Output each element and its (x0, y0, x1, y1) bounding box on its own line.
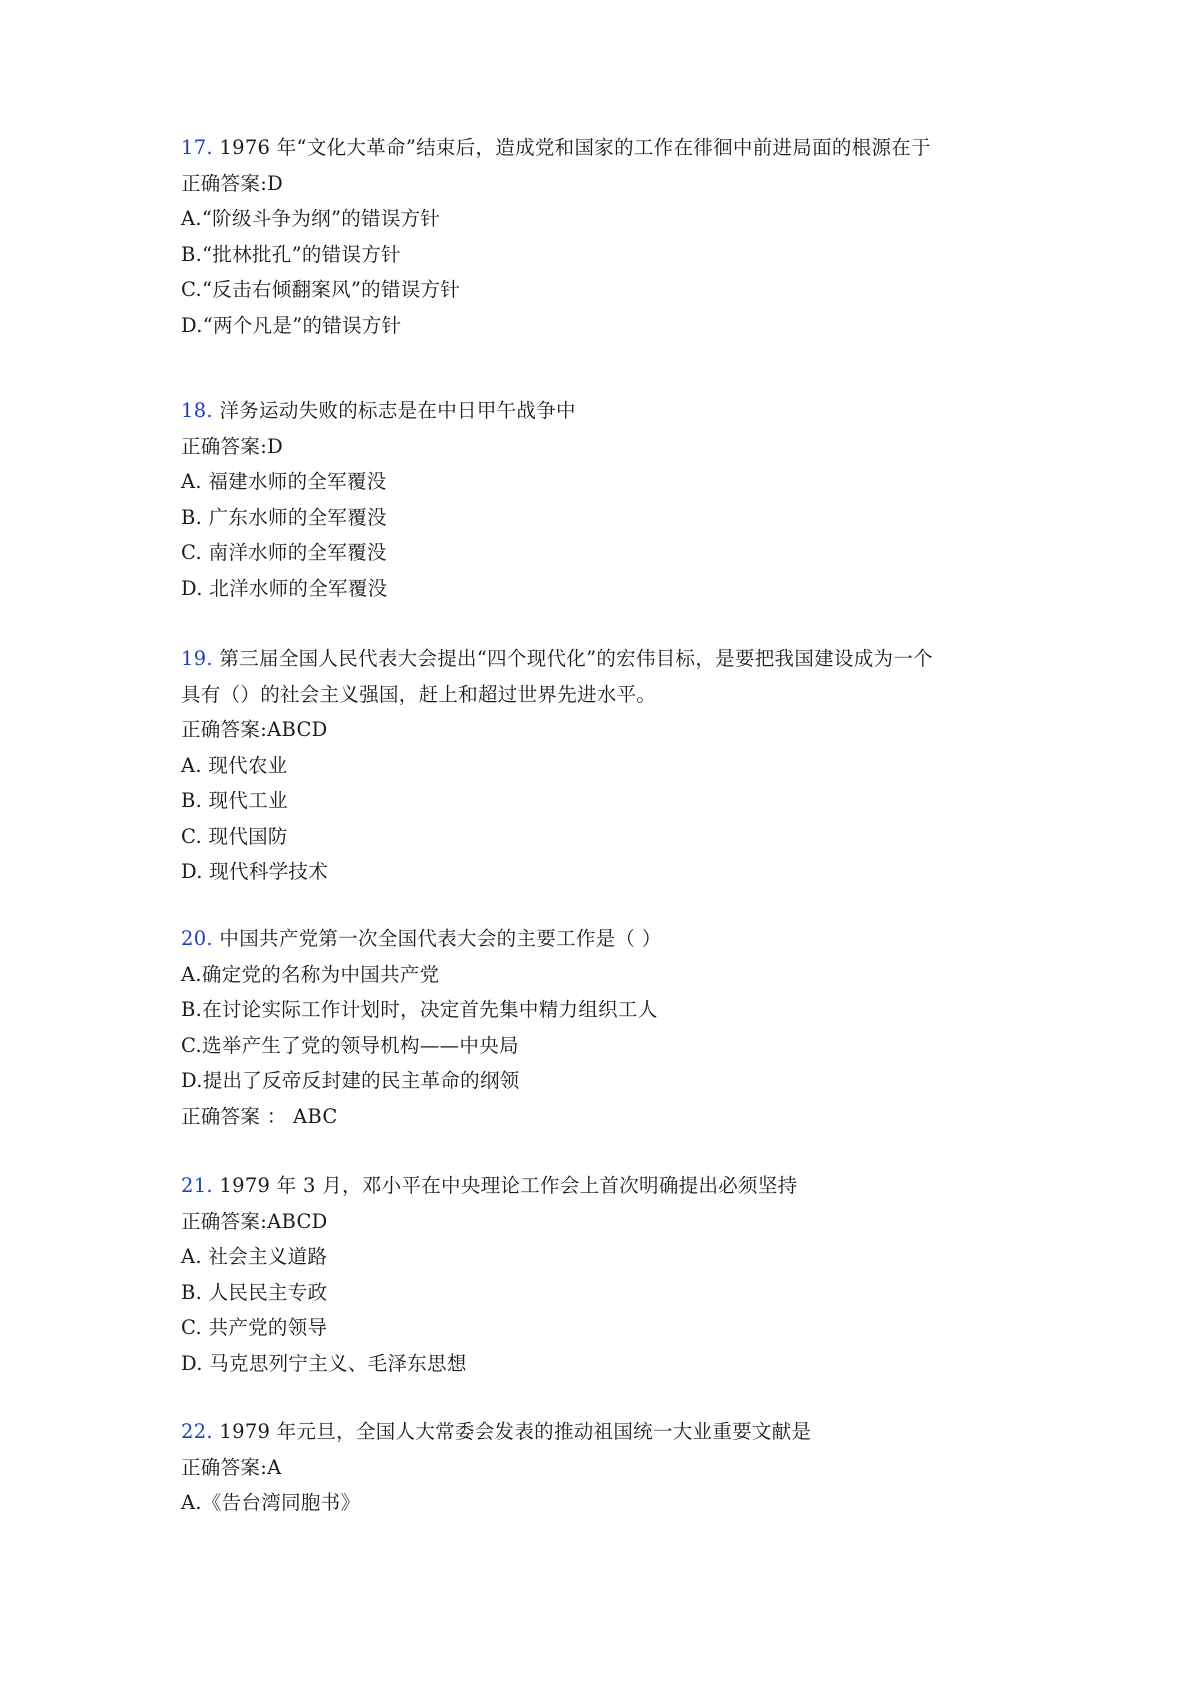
question-text: 1979 年元旦，全国人大常委会发表的推动祖国统一大业重要文献是 (212, 1420, 812, 1443)
question-text: 洋务运动失败的标志是在中日甲午战争中 (212, 399, 576, 422)
correct-answer: 正确答案:D (181, 434, 284, 458)
option-d: D.“两个凡是”的错误方针 (181, 313, 402, 337)
question-number-sep: . (206, 399, 213, 422)
correct-answer: 正确答案:ABCD (181, 718, 328, 741)
option-b: B. 广东水师的全军覆没 (181, 505, 387, 529)
option-b: B. 现代工业 (181, 789, 288, 812)
question-stem (181, 1414, 1041, 1450)
option-b: B.“批林批孔”的错误方针 (181, 242, 401, 266)
option-b: B.在讨论实际工作计划时，决定首先集中精力组织工人 (181, 998, 658, 1021)
question-stem-continued: 具有（）的社会主义强国，赶上和超过世界先进水平。 (181, 682, 657, 706)
correct-answer: 正确答案 ： ABC (181, 1104, 338, 1128)
question-stem (181, 130, 1041, 166)
correct-answer: 正确答案:ABCD (181, 1209, 328, 1233)
option-c: C. 现代国防 (181, 824, 288, 848)
option-b: B. 人民民主专政 (181, 1280, 328, 1304)
question-number-sep: . (206, 136, 213, 159)
option-a: A. 社会主义道路 (181, 1245, 328, 1268)
option-d: D. 北洋水师的全军覆没 (181, 576, 388, 600)
option-c: C. 南洋水师的全军覆没 (181, 541, 387, 564)
option-c: C. 共产党的领导 (181, 1316, 328, 1339)
question-number-sep: . (206, 927, 213, 950)
option-a: A.《告台湾同胞书》 (181, 1491, 361, 1514)
question-text: 1976 年“文化大革命”结束后，造成党和国家的工作在徘徊中前进局面的根源在于 (212, 136, 931, 159)
option-d: D. 现代科学技术 (181, 860, 329, 883)
question-number-sep: . (206, 1420, 213, 1443)
option-a: A. 现代农业 (181, 753, 288, 777)
option-d: D.提出了反帝反封建的民主革命的纲领 (181, 1069, 520, 1092)
question-19 (181, 641, 1041, 890)
question-number: 21 (181, 1174, 207, 1197)
question-18 (181, 393, 1041, 606)
option-a: A.确定党的名称为中国共产党 (181, 962, 440, 986)
question-number-sep: . (206, 647, 213, 670)
correct-answer: 正确答案:A (181, 1455, 282, 1479)
question-stem (181, 641, 1041, 677)
question-stem (181, 921, 1041, 957)
question-22 (181, 1414, 1041, 1521)
question-number: 20 (181, 927, 207, 950)
question-number-sep: . (206, 1174, 213, 1197)
question-number: 17 (181, 136, 207, 159)
option-d: D. 马克思列宁主义、毛泽东思想 (181, 1351, 467, 1375)
question-text: 中国共产党第一次全国代表大会的主要工作是（ ） (212, 927, 662, 950)
option-a: A.“阶级斗争为纲”的错误方针 (181, 207, 441, 230)
question-text: 1979 年 3 月，邓小平在中央理论工作会上首次明确提出必须坚持 (212, 1174, 798, 1197)
question-stem (181, 1168, 1041, 1204)
question-20 (181, 921, 1041, 1134)
option-c: C.“反击右倾翻案风”的错误方针 (181, 278, 461, 301)
question-number: 22 (181, 1420, 207, 1443)
option-c: C.选举产生了党的领导机构——中央局 (181, 1033, 519, 1057)
correct-answer: 正确答案:D (181, 171, 284, 195)
option-a: A. 福建水师的全军覆没 (181, 470, 387, 493)
question-text: 第三届全国人民代表大会提出“四个现代化”的宏伟目标，是要把我国建设成为一个 (212, 647, 933, 670)
question-21 (181, 1168, 1041, 1381)
question-stem (181, 393, 1041, 429)
question-number: 18 (181, 399, 207, 422)
question-number: 19 (181, 647, 207, 670)
question-17 (181, 130, 1041, 343)
